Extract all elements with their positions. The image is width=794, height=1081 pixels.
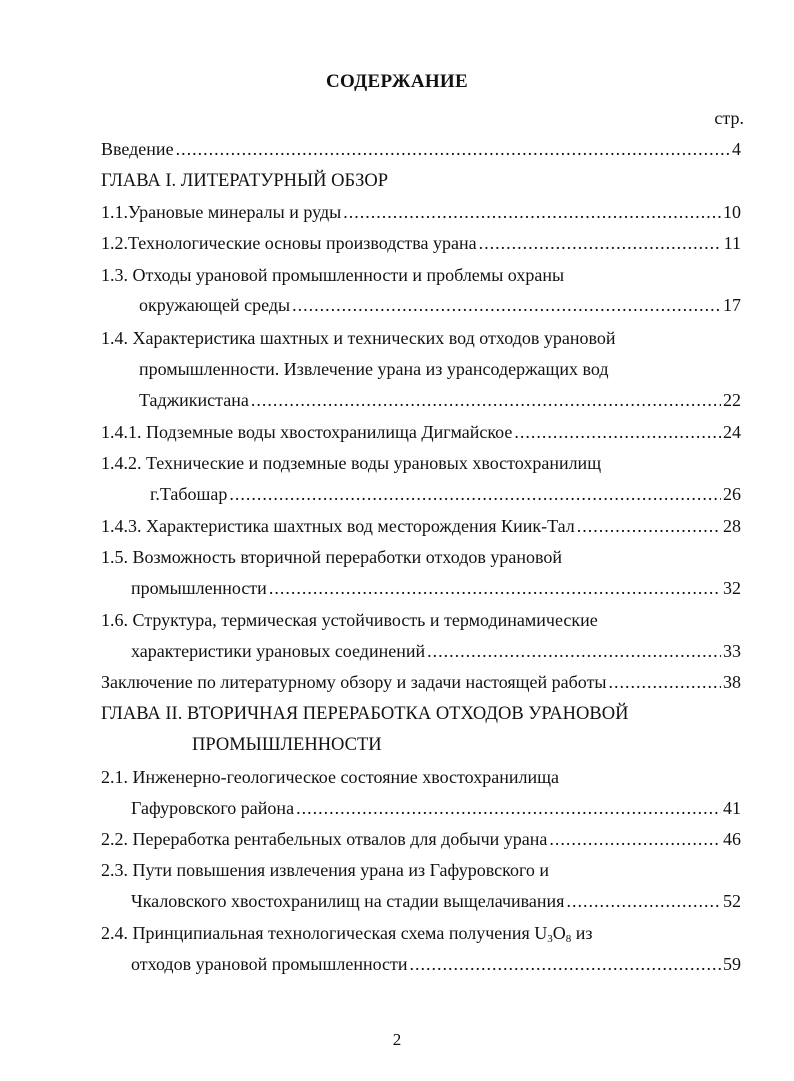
toc-entry-page: 26	[723, 484, 741, 504]
toc-entry-text: 1.4.3. Характеристика шахтных вод месторождения Киик-Тал	[101, 516, 575, 536]
toc-entry-page: 52	[723, 891, 741, 911]
toc-entry-text: Гафуровского района	[131, 798, 295, 818]
toc-chapter-2-heading: ГЛАВА II. ВТОРИЧНАЯ ПЕРЕРАБОТКА ОТХОДОВ УРАНОВОЙ	[101, 704, 629, 724]
toc-entry-page: 11	[723, 233, 741, 253]
toc-entry-number: 1.2.	[101, 233, 128, 253]
toc-entry-text: 2.2. Переработка рентабельных отвалов для добычи урана	[101, 829, 548, 849]
toc-leader-dots	[479, 230, 722, 256]
toc-entry-text: Урановые минералы и руды	[128, 202, 342, 222]
toc-entry-1-5: 1.5. Возможность вторичной переработки отходов урановой	[101, 547, 562, 567]
toc-leader-dots	[269, 575, 721, 601]
toc-entry-page: 59	[723, 954, 741, 974]
toc-entry-page: 28	[723, 516, 741, 536]
toc-entry-introduction	[101, 136, 741, 162]
toc-leader-dots	[229, 481, 721, 507]
toc-entry-text: Чкаловского хвостохранилищ на стадии выщелачивания	[131, 891, 565, 911]
toc-leader-dots	[566, 888, 721, 914]
toc-entry-text: 1.4.1. Подземные воды хвостохранилища Дигмайское	[101, 422, 513, 442]
toc-entry-1-3-continued	[139, 292, 741, 318]
toc-entry-text: г.Табошар	[150, 484, 228, 504]
toc-entry-text: Таджикистана	[139, 390, 249, 410]
toc-entry-2-2	[101, 826, 741, 852]
toc-chapter-2-heading-continued: ПРОМЫШЛЕННОСТИ	[192, 735, 382, 755]
toc-entry-1-4-continued: промышленности. Извлечение урана из урансодержащих вод	[139, 359, 609, 379]
page-title: СОДЕРЖАНИЕ	[326, 71, 468, 92]
formula-subscript: 8	[565, 933, 572, 945]
toc-entry-1-5-continued	[131, 575, 741, 601]
toc-entry-1-4-1	[101, 419, 741, 445]
toc-entry-1-4-continued-2	[139, 387, 741, 413]
formula-subscript: 3	[547, 933, 553, 945]
toc-entry-number: 1.1.	[101, 202, 128, 222]
toc-leader-dots	[427, 638, 721, 664]
toc-entry-1-4: 1.4. Характеристика шахтных и технических вод отходов урановой	[101, 328, 616, 348]
toc-leader-dots	[292, 292, 721, 318]
toc-entry-2-3-continued	[131, 888, 741, 914]
toc-entry-2-1: 2.1. Инженерно-геологическое состояние хвостохранилища	[101, 767, 559, 787]
page-number: 2	[392, 1030, 402, 1049]
toc-entry-page: 22	[723, 390, 741, 410]
toc-leader-dots	[296, 795, 721, 821]
toc-entry-conclusion	[101, 669, 741, 695]
toc-entry-text: Введение	[101, 139, 174, 159]
toc-entry-text: окружающей среды	[139, 295, 291, 315]
toc-entry-2-4	[101, 920, 741, 946]
toc-entry-page: 24	[723, 422, 741, 442]
formula-element: O	[552, 923, 566, 943]
toc-entry-1-3: 1.3. Отходы урановой промышленности и проблемы охраны	[101, 265, 565, 285]
toc-entry-1-2	[101, 230, 741, 256]
toc-chapter-1-heading: ГЛАВА I. ЛИТЕРАТУРНЫЙ ОБЗОР	[101, 171, 389, 191]
toc-entry-text: Заключение по литературному обзору и задачи настоящей работы	[101, 672, 607, 692]
toc-entry-text: отходов урановой промышленности	[131, 954, 408, 974]
toc-entry-2-3: 2.3. Пути повышения извлечения урана из Гафуровского и	[101, 860, 550, 880]
toc-entry-page: 38	[723, 672, 741, 692]
toc-entry-1-4-3	[101, 513, 741, 539]
toc-entry-page: 46	[723, 829, 741, 849]
toc-entry-1-4-2-continued	[150, 481, 741, 507]
toc-leader-dots	[514, 419, 721, 445]
toc-entry-2-4-continued	[131, 951, 741, 977]
toc-entry-1-4-2: 1.4.2. Технические и подземные воды урановых хвостохранилищ	[101, 453, 602, 473]
toc-entry-page: 41	[723, 798, 741, 818]
toc-leader-dots	[577, 513, 721, 539]
toc-entry-text: Технологические основы производства урана	[128, 233, 477, 253]
toc-entry-text: 2.4. Принципиальная технологическая схема получения U	[101, 923, 548, 943]
toc-entry-text-tail: из	[571, 923, 593, 943]
toc-entry-1-6-continued	[131, 638, 741, 664]
toc-entry-text: характеристики урановых соединений	[131, 641, 426, 661]
toc-leader-dots	[343, 199, 721, 225]
toc-leader-dots	[251, 387, 721, 413]
toc-entry-page: 10	[723, 202, 741, 222]
toc-leader-dots	[176, 136, 730, 162]
toc-entry-1-6: 1.6. Структура, термическая устойчивость и термодинамические	[101, 610, 598, 630]
toc-leader-dots	[410, 951, 721, 977]
toc-entry-1-1	[101, 199, 741, 225]
toc-entry-page: 17	[723, 295, 741, 315]
toc-entry-page: 4	[732, 139, 741, 159]
toc-entry-2-1-continued	[131, 795, 741, 821]
toc-leader-dots	[549, 826, 721, 852]
toc-entry-text: промышленности	[131, 578, 267, 598]
page-column-label: стр.	[714, 108, 744, 128]
toc-entry-page: 32	[723, 578, 741, 598]
toc-leader-dots	[609, 669, 721, 695]
toc-entry-page: 33	[723, 641, 741, 661]
